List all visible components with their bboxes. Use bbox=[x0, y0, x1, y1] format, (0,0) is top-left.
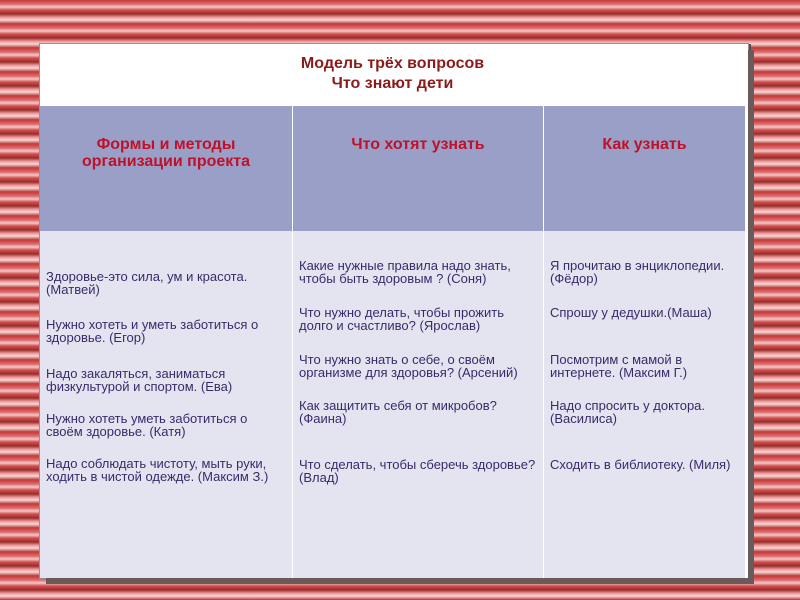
table-header-row bbox=[40, 106, 745, 231]
list-item: Как защитить себя от микробов? (Фаина) bbox=[299, 398, 497, 426]
list-item: Какие нужные правила надо знать, чтобы быть здоровым ? (Соня) bbox=[299, 258, 511, 286]
list-item: Нужно хотеть уметь заботиться о своём здоровье. (Катя) bbox=[46, 411, 248, 439]
title-line-1: Модель трёх вопросов bbox=[300, 55, 485, 72]
list-item: Надо соблюдать чистоту, мыть руки, ходить в чистой одежде. (Максим З.) bbox=[46, 456, 269, 484]
table-cell-col1 bbox=[40, 231, 293, 578]
list-item: Надо закаляться, заниматься физкультурой и спортом. (Ева) bbox=[46, 366, 233, 394]
slide bbox=[40, 44, 748, 578]
list-item: Сходить в библиотеку. (Миля) bbox=[550, 457, 731, 472]
list-item: Здоровье-это сила, ум и красота. (Матвей) bbox=[46, 269, 248, 297]
header-how-to-learn: Как узнать bbox=[544, 106, 746, 231]
list-item: Я прочитаю в энциклопедии. (Фёдор) bbox=[550, 258, 725, 286]
three-questions-table bbox=[40, 106, 745, 578]
table-cell-col3 bbox=[544, 231, 746, 578]
list-item: Посмотрим с мамой в интернете. (Максим Г.) bbox=[550, 352, 688, 380]
list-item: Надо спросить у доктора. (Василиса) bbox=[550, 398, 706, 426]
list-item: Спрошу у дедушки.(Маша) bbox=[550, 305, 712, 320]
list-item: Что нужно знать о себе, о своём организме для здоровья? (Арсений) bbox=[299, 352, 518, 380]
table-row bbox=[40, 231, 745, 578]
table-cell-col2 bbox=[293, 231, 544, 578]
slide-title bbox=[40, 44, 745, 104]
header-what-to-learn: Что хотят узнать bbox=[293, 106, 544, 231]
list-item: Что нужно делать, чтобы прожить долго и счастливо? (Ярослав) bbox=[299, 305, 504, 333]
header-forms-methods: Формы и методы организации проекта bbox=[40, 106, 293, 231]
list-item: Нужно хотеть и уметь заботиться о здоровье. (Егор) bbox=[46, 317, 259, 345]
title-line-2: Что знают дети bbox=[331, 75, 454, 92]
list-item: Что сделать, чтобы сберечь здоровье? (Влад) bbox=[299, 457, 536, 485]
